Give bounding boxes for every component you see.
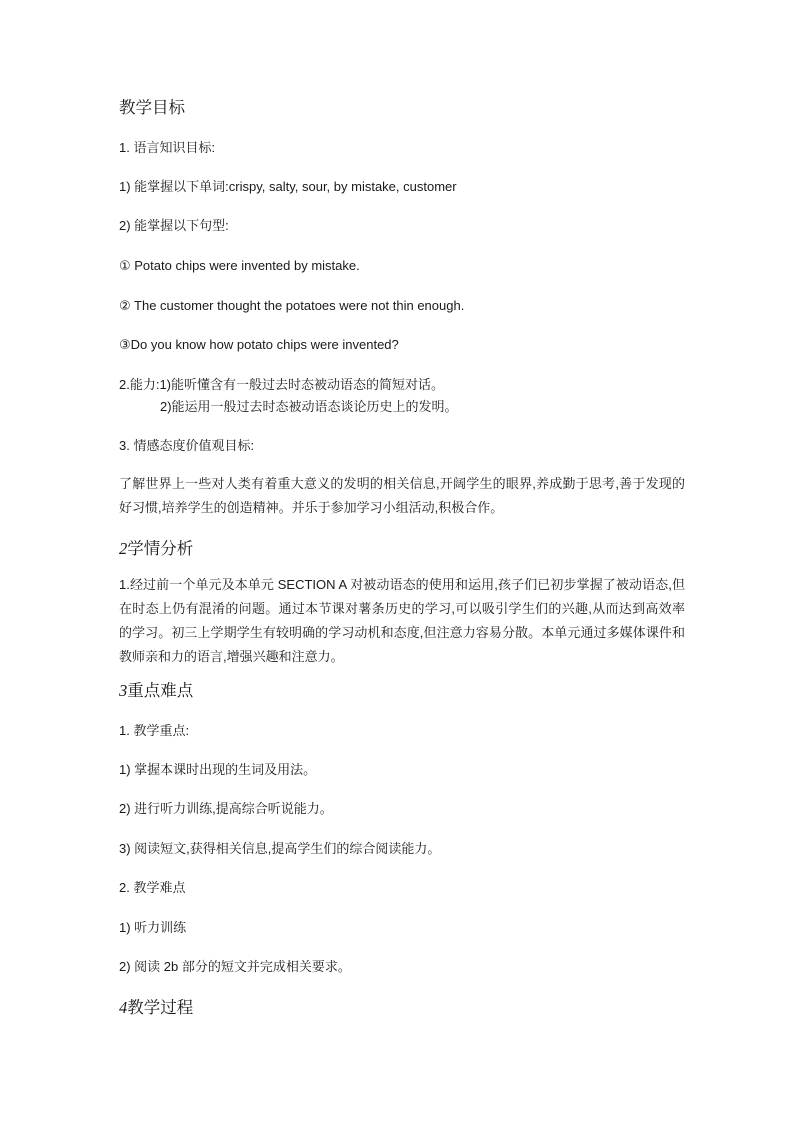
section-language-goals-title: 1. 语言知识目标: [119, 140, 216, 155]
heading-teaching-process [119, 997, 193, 1019]
sentence-pattern-1: ① Potato chips were invented by mistake. [119, 258, 360, 273]
sentence-patterns-item: 2) 能掌握以下句型: [119, 218, 229, 233]
student-analysis-paragraph: 1.经过前一个单元及本单元 SECTION A 对被动语态的使用和运用,孩子们已初步掌握了被动语态,但在时态上仍有混淆的问题。通过本节课对薯条历史的学习,可以吸引学生们的兴趣,从而达到高效率的学习。初三上学期学生有较明确的学习动机和态度,但注意力容易分散。本单元通过多媒体课件和教师亲和力的语言,增强兴趣和注意力。 [119, 577, 685, 664]
heading-student-analysis [119, 538, 193, 560]
difficult-points-title: 2. 教学难点 [119, 880, 186, 895]
key-point-3: 3) 阅读短文,获得相关信息,提高学生们的综合阅读能力。 [119, 841, 441, 856]
ability-goal-2: 2)能运用一般过去时态被动语态谈论历史上的发明。 [160, 399, 458, 414]
heading-text: 教学过程 [127, 998, 194, 1017]
sentence-pattern-3: ③Do you know how potato chips were invented? [119, 337, 399, 352]
sentence-pattern-2: ② The customer thought the potatoes were not thin enough. [119, 298, 465, 313]
key-points-title: 1. 教学重点: [119, 723, 190, 738]
heading-teaching-goals: 教学目标 [119, 98, 185, 117]
key-point-1: 1) 掌握本课时出现的生词及用法。 [119, 762, 317, 777]
heading-number: 3 [119, 681, 128, 700]
emotion-goals-paragraph: 了解世界上一些对人类有着重大意义的发明的相关信息,开阔学生的眼界,养成勤于思考,善于发现的好习惯,培养学生的创造精神。并乐于参加学习小组活动,积极合作。 [119, 476, 685, 515]
heading-text: 重点难点 [127, 681, 194, 700]
key-point-2: 2) 进行听力训练,提高综合听说能力。 [119, 801, 333, 816]
section-emotion-goals-title: 3. 情感态度价值观目标: [119, 438, 255, 453]
vocab-item: 1) 能掌握以下单词:crispy, salty, sour, by mistake, customer [119, 179, 457, 194]
difficult-point-1: 1) 听力训练 [119, 920, 187, 935]
difficult-point-2: 2) 阅读 2b 部分的短文并完成相关要求。 [119, 959, 351, 974]
heading-text: 学情分析 [127, 539, 194, 558]
ability-goal-1: 2.能力:1)能听懂含有一般过去时态被动语态的简短对话。 [119, 377, 445, 392]
heading-number: 4 [119, 998, 128, 1017]
heading-number: 2 [119, 539, 128, 558]
heading-key-difficult-points [119, 680, 193, 702]
